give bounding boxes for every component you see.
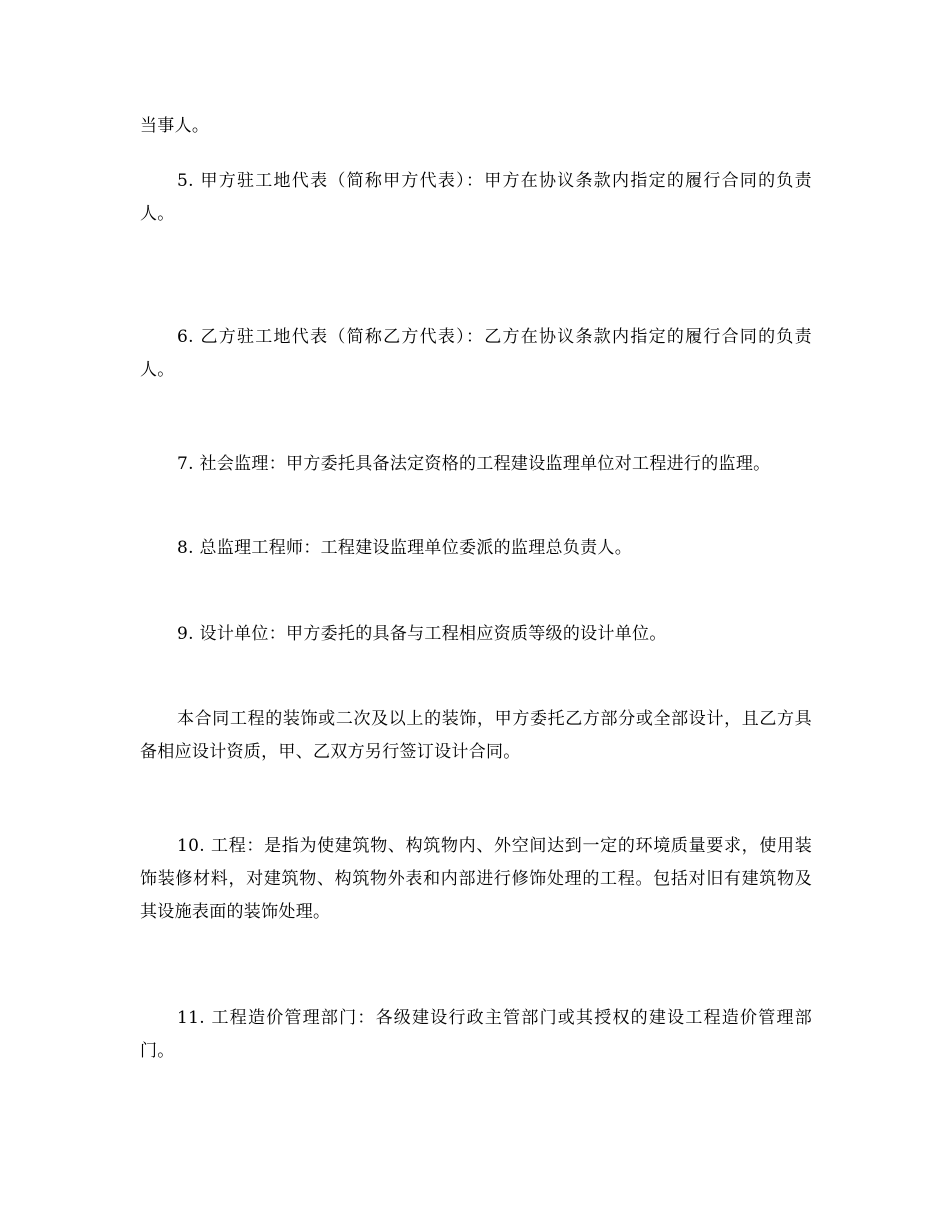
paragraph-item-11: 11. 工程造价管理部门：各级建设行政主管部门或其授权的建设工程造价管理部门。 [140,1008,812,1061]
paragraph-design-contract: 本合同工程的装饰或二次及以上的装饰，甲方委托乙方部分或全部设计，且乙方具备相应设计资质，甲、乙双方另行签订设计合同。 [140,709,812,762]
paragraph-item-5: 5. 甲方驻工地代表（简称甲方代表）：甲方在协议条款内指定的履行合同的负责人。 [140,171,812,224]
paragraph-item-7: 7. 社会监理：甲方委托具备法定资格的工程建设监理单位对工程进行的监理。 [177,454,771,474]
paragraph-item-10: 10. 工程：是指为使建筑物、构筑物内、外空间达到一定的环境质量要求，使用装饰装修材料，对建筑物、构筑物外表和内部进行修饰处理的工程。包括对旧有建筑物及其设施表面的装饰处理。 [140,836,812,922]
paragraph-continuation: 当事人。 [140,116,210,136]
paragraph-item-6: 6. 乙方驻工地代表（简称乙方代表）：乙方在协议条款内指定的履行合同的负责人。 [140,327,812,380]
paragraph-item-9: 9. 设计单位：甲方委托的具备与工程相应资质等级的设计单位。 [177,624,667,644]
paragraph-item-8: 8. 总监理工程师：工程建设监理单位委派的监理总负责人。 [177,538,633,558]
